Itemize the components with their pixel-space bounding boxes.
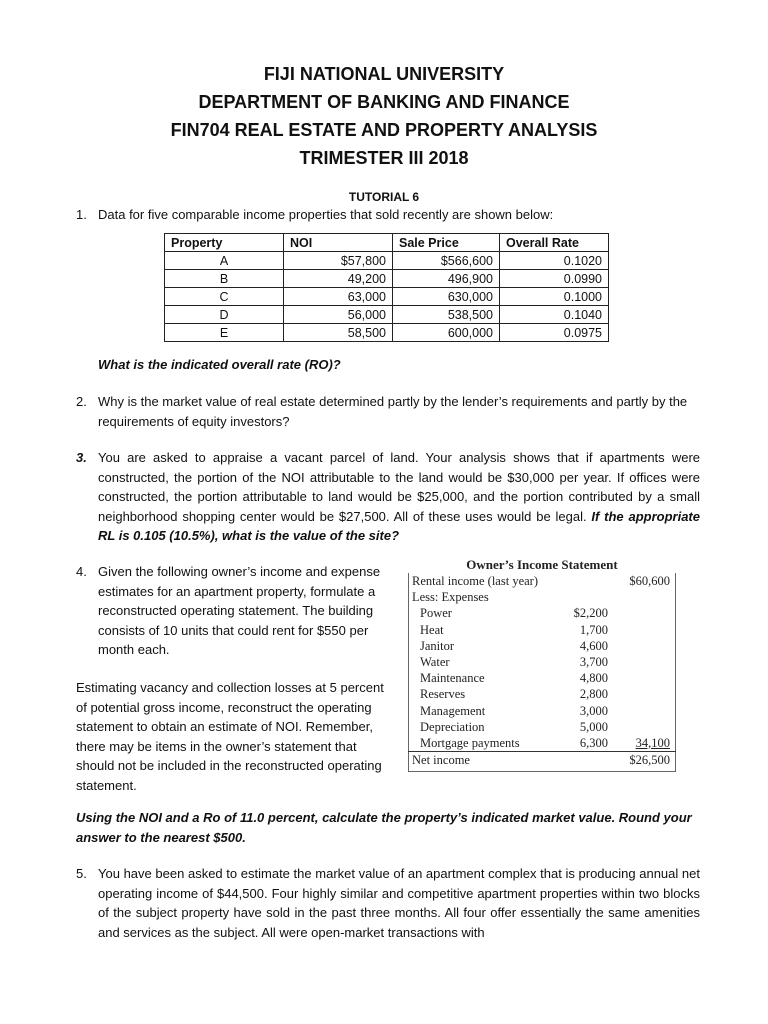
table-cell: 49,200 bbox=[284, 270, 393, 288]
expense-label: Depreciation bbox=[420, 719, 485, 734]
question-1 bbox=[76, 205, 696, 225]
expense-row bbox=[408, 719, 676, 735]
expense-label: Water bbox=[420, 654, 450, 669]
expense-label: Reserves bbox=[420, 687, 466, 702]
table-cell: 0.1000 bbox=[500, 288, 609, 306]
expense-row bbox=[408, 622, 676, 638]
tutorial-title: TUTORIAL 6 bbox=[348, 190, 420, 204]
table-cell: 538,500 bbox=[393, 306, 500, 324]
expense-value: 4,600 bbox=[579, 638, 608, 653]
question-3 bbox=[76, 448, 700, 546]
question-text: Given the following owner’s income and expense estimates for an apartment property, formulate a reconstructed operating statement. The building consists of 10 units that could rent for $550 per month each. bbox=[98, 564, 381, 657]
table-row bbox=[165, 288, 609, 306]
expense-label: Maintenance bbox=[420, 671, 485, 686]
table-cell: $566,600 bbox=[393, 252, 500, 270]
table-cell: 600,000 bbox=[393, 324, 500, 342]
department-name: DEPARTMENT OF BANKING AND FINANCE bbox=[198, 92, 570, 112]
table-header-row bbox=[165, 234, 609, 252]
expense-label: Mortgage payments bbox=[420, 735, 520, 750]
table-row bbox=[165, 252, 609, 270]
column-header: Property bbox=[165, 234, 284, 252]
expense-label: Heat bbox=[420, 622, 444, 637]
question-text: Data for five comparable income properties that sold recently are shown below: bbox=[98, 207, 554, 222]
statement-row bbox=[408, 589, 676, 605]
expense-value: 3,700 bbox=[579, 654, 608, 669]
expense-row bbox=[408, 703, 676, 719]
question-number: 4. bbox=[76, 564, 87, 579]
document-header bbox=[0, 60, 768, 172]
course-title: FIN704 REAL ESTATE AND PROPERTY ANALYSIS bbox=[170, 120, 598, 140]
table-cell: A bbox=[165, 252, 284, 270]
expense-row bbox=[408, 670, 676, 686]
comparable-properties-table bbox=[164, 233, 609, 342]
table-cell: C bbox=[165, 288, 284, 306]
table-row bbox=[165, 306, 609, 324]
column-header: NOI bbox=[284, 234, 393, 252]
column-header: Overall Rate bbox=[500, 234, 609, 252]
question-number: 5. bbox=[76, 866, 87, 881]
column-header: Sale Price bbox=[393, 234, 500, 252]
table-cell: 0.1040 bbox=[500, 306, 609, 324]
table-row bbox=[165, 324, 609, 342]
table-cell: 0.0975 bbox=[500, 324, 609, 342]
question-number: 1. bbox=[76, 207, 87, 222]
table-cell: 0.1020 bbox=[500, 252, 609, 270]
table-cell: 58,500 bbox=[284, 324, 393, 342]
question-prompt: If the appropriate RL is 0.105 (10.5%), what is the value of the site? bbox=[98, 508, 700, 543]
expense-label: Janitor bbox=[420, 638, 455, 653]
total-expenses-value: 34,100 bbox=[635, 735, 670, 750]
net-income-value: $26,500 bbox=[629, 753, 670, 768]
table-cell: 496,900 bbox=[393, 270, 500, 288]
statement-row bbox=[408, 573, 676, 589]
expense-value: 1,700 bbox=[579, 622, 608, 637]
university-name: FIJI NATIONAL UNIVERSITY bbox=[263, 64, 505, 84]
table-cell: 630,000 bbox=[393, 288, 500, 306]
question-text: Why is the market value of real estate determined partly by the lender’s requirements and partly by the requirements of equity investors? bbox=[98, 394, 688, 429]
question-5 bbox=[76, 864, 700, 942]
table-cell: 0.0990 bbox=[500, 270, 609, 288]
expense-value: 5,000 bbox=[579, 719, 608, 734]
expense-label: Management bbox=[420, 703, 486, 718]
rental-income-value: $60,600 bbox=[629, 574, 670, 588]
expense-row bbox=[408, 638, 676, 654]
expense-row bbox=[408, 735, 676, 751]
expense-value: 6,300 bbox=[579, 735, 608, 750]
expense-row bbox=[408, 686, 676, 702]
table-cell: $57,800 bbox=[284, 252, 393, 270]
table-cell: 63,000 bbox=[284, 288, 393, 306]
question-number: 2. bbox=[76, 394, 87, 409]
statement-title: Owner’s Income Statement bbox=[466, 557, 618, 572]
table-cell: B bbox=[165, 270, 284, 288]
rental-income-label: Rental income (last year) bbox=[412, 574, 538, 588]
question-4-instructions: Estimating vacancy and collection losses at 5 percent of potential gross income, reconstruct the operating statement to obtain an estimate of NOI. Remember, there may be items in the owner’s statement that should not be included in the reconstructed operating statement. bbox=[76, 680, 384, 793]
owners-income-statement bbox=[408, 557, 676, 768]
statement-row bbox=[408, 751, 676, 768]
net-income-label: Net income bbox=[412, 753, 470, 768]
question-4-prompt: Using the NOI and a Ro of 11.0 percent, calculate the property’s indicated market value. Round your answer to the nearest $500. bbox=[76, 810, 692, 845]
trimester: TRIMESTER III 2018 bbox=[299, 148, 469, 168]
expense-value: 4,800 bbox=[579, 671, 608, 686]
question-text: You have been asked to estimate the market value of an apartment complex that is producing annual net operating income of $44,500. Four highly similar and competitive apartment properties within two blocks of the subject property have sold in the past three months. All four offer essentially the same amenities and services as the subject. All were open-market transactions with bbox=[98, 866, 700, 940]
less-expenses-label: Less: Expenses bbox=[412, 590, 489, 605]
expense-row bbox=[408, 605, 676, 621]
question-1-prompt: What is the indicated overall rate (RO)? bbox=[98, 357, 341, 372]
question-4 bbox=[76, 562, 388, 660]
question-number: 3. bbox=[76, 450, 87, 465]
table-cell: E bbox=[165, 324, 284, 342]
expense-value: 2,800 bbox=[579, 687, 608, 702]
table-cell: D bbox=[165, 306, 284, 324]
expense-value: $2,200 bbox=[573, 606, 608, 621]
question-2 bbox=[76, 392, 698, 431]
expense-row bbox=[408, 654, 676, 670]
table-cell: 56,000 bbox=[284, 306, 393, 324]
question-text: You are asked to appraise a vacant parcel of land. Your analysis shows that if apartments were constructed, the portion of the NOI attributable to the land would be $30,000 per year. If offices were constructed, the portion attributable to land would be $25,000, and the portion contributed by a small neighborhood shopping center would be $27,500. All of these uses would be legal. bbox=[98, 450, 700, 524]
expense-value: 3,000 bbox=[579, 703, 608, 718]
table-row bbox=[165, 270, 609, 288]
expense-label: Power bbox=[420, 606, 452, 621]
